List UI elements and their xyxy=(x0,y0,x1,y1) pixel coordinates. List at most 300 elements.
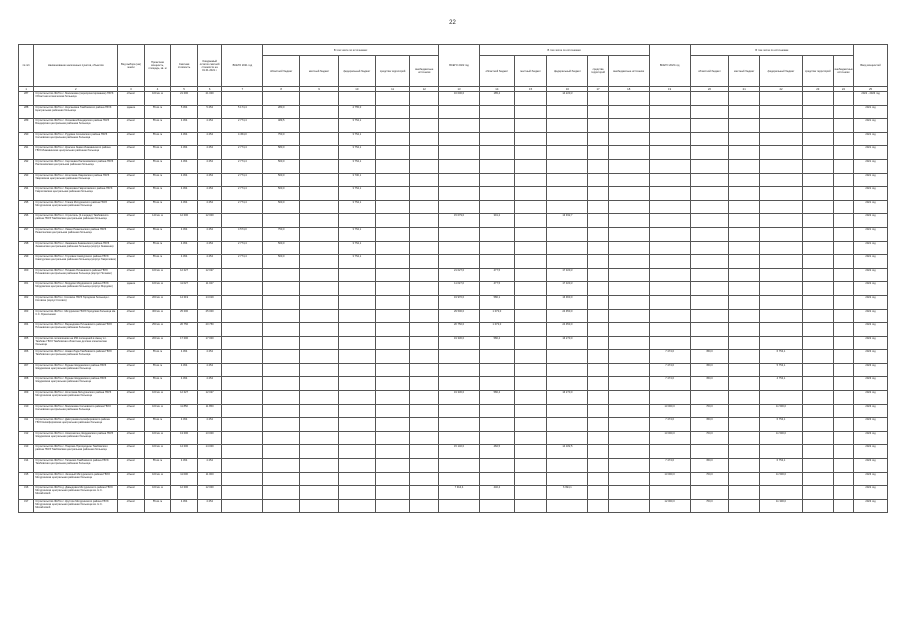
table-cell xyxy=(608,445,649,459)
table-cell: 13 000,0 xyxy=(649,404,690,418)
table-cell xyxy=(479,499,514,513)
table-cell xyxy=(300,119,339,133)
table-cell: 2022 год xyxy=(854,268,888,282)
table-cell xyxy=(833,214,854,228)
table-cell: объект xyxy=(118,268,145,282)
table-cell xyxy=(479,105,514,119)
object-name-cell: Строительство ФАП в с. Рудовка Сосновского района ГБУЗ Сосновская центральная районная больница xyxy=(34,132,118,146)
column-index: 10 xyxy=(338,87,375,92)
table-cell xyxy=(222,350,263,364)
table-cell xyxy=(649,159,690,173)
table-cell xyxy=(690,159,729,173)
table-cell xyxy=(300,214,339,228)
table-row xyxy=(19,214,888,228)
table-cell: объект xyxy=(118,459,145,473)
table-cell xyxy=(439,146,480,160)
table-cell xyxy=(375,499,410,513)
table-cell: 185,4 xyxy=(479,92,514,106)
table-cell xyxy=(300,105,339,119)
table-cell xyxy=(263,323,300,337)
table-cell xyxy=(802,363,833,377)
table-cell: 5 174,4 xyxy=(222,105,263,119)
table-cell: 295 xyxy=(19,200,34,214)
table-cell xyxy=(439,132,480,146)
table-cell xyxy=(802,255,833,269)
table-cell xyxy=(649,268,690,282)
table-cell: 294 xyxy=(19,187,34,201)
table-cell xyxy=(760,323,803,337)
table-cell: 4 454 xyxy=(171,499,198,513)
table-cell: 482,5 xyxy=(479,445,514,459)
table-cell: здание xyxy=(118,105,145,119)
table-cell xyxy=(300,282,339,296)
table-cell xyxy=(300,200,339,214)
table-cell: 4 454 xyxy=(197,241,222,255)
table-cell: 4 454 xyxy=(197,173,222,187)
object-name-cell: Строительство ФАП в с. Новая Ляда Тамбовского района ГБУЗ Тамбовская центральная районная больница xyxy=(34,350,118,364)
table-cell xyxy=(833,336,854,350)
table-cell xyxy=(375,255,410,269)
src-c-federal: федеральный бюджет xyxy=(760,56,803,87)
src-b-regional: областной бюджет xyxy=(479,56,514,87)
table-cell xyxy=(375,187,410,201)
table-cell xyxy=(802,282,833,296)
table-cell xyxy=(729,350,760,364)
column-index: 18 xyxy=(608,87,649,92)
src-a-federal: федеральный бюджет xyxy=(338,56,375,87)
table-cell xyxy=(300,404,339,418)
table-cell: 4 454 xyxy=(197,146,222,160)
table-cell xyxy=(263,363,300,377)
table-cell xyxy=(547,105,588,119)
table-cell: 14 000 xyxy=(197,445,222,459)
table-cell: объект xyxy=(118,431,145,445)
col-total-2021: ВСЕГО 2021 год xyxy=(222,45,263,87)
table-cell: 12 000 xyxy=(171,486,198,500)
table-cell xyxy=(410,173,439,187)
table-cell: 55 кв. м xyxy=(144,105,171,119)
table-cell xyxy=(410,227,439,241)
table-cell: 440,4 xyxy=(479,486,514,500)
table-cell: 310 xyxy=(19,404,34,418)
table-cell: 55 кв. м xyxy=(144,200,171,214)
table-cell: объект xyxy=(118,132,145,146)
table-cell: 7 474,6 xyxy=(649,377,690,391)
table-cell xyxy=(690,200,729,214)
table-cell xyxy=(514,227,547,241)
table-cell xyxy=(833,404,854,418)
table-cell xyxy=(608,119,649,133)
table-cell xyxy=(410,295,439,309)
table-cell xyxy=(375,486,410,500)
table-cell xyxy=(760,391,803,405)
table-cell: 55 кв. м xyxy=(144,146,171,160)
table-cell: 314 xyxy=(19,459,34,473)
table-cell: 2021 год xyxy=(854,159,888,173)
table-cell: 11 027 xyxy=(197,282,222,296)
table-cell xyxy=(608,187,649,201)
table-cell xyxy=(222,282,263,296)
table-cell: 2022 год xyxy=(854,323,888,337)
table-cell xyxy=(410,459,439,473)
table-cell xyxy=(338,350,375,364)
table-cell xyxy=(375,159,410,173)
table-cell xyxy=(514,295,547,309)
table-cell: 16 270,0 xyxy=(547,336,588,350)
table-cell xyxy=(649,173,690,187)
table-cell: 2 774,4 xyxy=(222,173,263,187)
table-cell: объект xyxy=(118,323,145,337)
page-number: 22 xyxy=(449,20,456,26)
table-cell: объект xyxy=(118,255,145,269)
table-cell: 700,0 xyxy=(690,431,729,445)
table-cell xyxy=(802,119,833,133)
table-cell xyxy=(338,391,375,405)
table-cell xyxy=(729,336,760,350)
table-cell xyxy=(729,132,760,146)
table-cell xyxy=(649,227,690,241)
table-cell: 500,0 xyxy=(263,255,300,269)
table-cell: 391,2 xyxy=(479,214,514,228)
src-c-territory: средства территорий xyxy=(802,56,833,87)
table-cell xyxy=(514,323,547,337)
table-cell xyxy=(649,391,690,405)
table-cell: 2021 год xyxy=(854,119,888,133)
table-cell xyxy=(514,187,547,201)
table-cell: 55 кв. м xyxy=(144,363,171,377)
column-index: 19 xyxy=(649,87,690,92)
table-cell: 3 754,1 xyxy=(338,241,375,255)
table-cell xyxy=(649,119,690,133)
table-cell: 2022 год xyxy=(854,336,888,350)
table-cell xyxy=(410,214,439,228)
table-cell xyxy=(300,268,339,282)
table-cell: 7 474,6 xyxy=(649,350,690,364)
table-cell xyxy=(608,486,649,500)
table-cell: 500,0 xyxy=(263,173,300,187)
table-cell xyxy=(588,472,608,486)
object-name-cell: Строительство ФАП в с. Мордово Мордовского района ГБУЗ Мордовская центральная районная больница (корпус Мордово) xyxy=(34,282,118,296)
table-cell xyxy=(588,173,608,187)
table-cell: 24 950,0 xyxy=(547,323,588,337)
table-cell xyxy=(222,295,263,309)
table-cell xyxy=(729,227,760,241)
table-cell xyxy=(375,214,410,228)
table-cell xyxy=(410,159,439,173)
table-cell xyxy=(439,418,480,432)
table-cell xyxy=(802,214,833,228)
table-cell xyxy=(375,282,410,296)
table-cell xyxy=(608,377,649,391)
table-cell: 280,0 xyxy=(263,105,300,119)
table-cell xyxy=(410,119,439,133)
table-cell xyxy=(338,214,375,228)
table-cell xyxy=(729,173,760,187)
table-cell: 4 454 xyxy=(171,377,198,391)
table-cell: 100 кв. м xyxy=(144,282,171,296)
table-cell xyxy=(439,377,480,391)
table-cell xyxy=(760,173,803,187)
table-cell xyxy=(514,404,547,418)
table-cell: 2022 год xyxy=(854,295,888,309)
table-cell: объект xyxy=(118,227,145,241)
table-cell xyxy=(439,499,480,513)
table-row xyxy=(19,282,888,296)
table-cell: 306 xyxy=(19,350,34,364)
table-cell: 2 774,4 xyxy=(222,255,263,269)
table-cell xyxy=(338,418,375,432)
table-cell xyxy=(833,241,854,255)
table-row xyxy=(19,309,888,323)
table-cell xyxy=(479,119,514,133)
table-cell xyxy=(338,472,375,486)
col-total-2023: ВСЕГО 2023 год xyxy=(649,45,690,87)
object-name-cell: Строительство ФАП в с. Дмитриевка Никифоровского района ГБУЗ Никифоровская центральная районная больница xyxy=(34,418,118,432)
table-cell: 11 300,0 xyxy=(760,499,803,513)
table-cell xyxy=(375,459,410,473)
table-cell: 24 950,0 xyxy=(547,309,588,323)
table-cell xyxy=(338,309,375,323)
table-cell: 13 000 xyxy=(171,431,198,445)
src-a-local: местный бюджет xyxy=(300,56,339,87)
table-cell xyxy=(338,499,375,513)
table-cell: 309 xyxy=(19,391,34,405)
table-cell xyxy=(300,499,339,513)
table-row xyxy=(19,200,888,214)
table-row xyxy=(19,486,888,500)
table-cell xyxy=(760,146,803,160)
table-cell xyxy=(375,227,410,241)
table-cell xyxy=(410,132,439,146)
table-cell xyxy=(833,391,854,405)
table-cell xyxy=(802,336,833,350)
table-cell xyxy=(410,255,439,269)
table-cell: объект xyxy=(118,92,145,106)
table-cell xyxy=(588,295,608,309)
table-cell xyxy=(300,472,339,486)
table-cell xyxy=(760,445,803,459)
table-row xyxy=(19,268,888,282)
table-row xyxy=(19,227,888,241)
table-cell xyxy=(263,499,300,513)
table-cell xyxy=(802,418,833,432)
table-cell xyxy=(588,132,608,146)
object-name-cell: Строительство ФАП в д. Давыдовка Мичуринского района ГБУЗ Мичуринская центральная районная больница им. Н.С. Михайловой xyxy=(34,486,118,500)
table-cell: 4 454 xyxy=(171,418,198,432)
table-cell: 308 xyxy=(19,377,34,391)
table-cell xyxy=(608,363,649,377)
src-b-territory: средства территорий xyxy=(588,56,608,87)
object-name-cell: Строительство ФАП в п. Комсомолец Жердевского района ГБУЗ Жердевская центральная районная больница xyxy=(34,431,118,445)
object-name-cell: Строительство ФАП в с. Глазок Мичуринского района ГБУЗ Мичуринская центральная районная больница xyxy=(34,200,118,214)
table-cell: 2022 - 2023 год xyxy=(854,92,888,106)
table-cell xyxy=(833,350,854,364)
object-name-cell: Строительство ФАП в с. Малиновка (перепроектирование) ГБУЗ Областная клиническая больница xyxy=(34,92,118,106)
table-cell xyxy=(547,499,588,513)
table-cell xyxy=(690,119,729,133)
table-cell: 4 755,0 xyxy=(338,105,375,119)
column-index: 3 xyxy=(118,87,145,92)
table-cell xyxy=(729,323,760,337)
table-cell: 6 754,1 xyxy=(760,459,803,473)
table-cell xyxy=(375,146,410,160)
table-cell xyxy=(729,459,760,473)
table-cell: 100 кв. м xyxy=(144,268,171,282)
object-name-cell: Строительство ФАП в с. Глуховка Сампурского района ГБУЗ Сампурская центральная районная больница (корпус Гавриловка) xyxy=(34,255,118,269)
table-cell xyxy=(547,159,588,173)
table-cell xyxy=(547,459,588,473)
object-name-cell: Строительство ФАП в с. Ламки Ржаксинского района ГБУЗ Ржаксинская центральная районная больница xyxy=(34,227,118,241)
table-cell xyxy=(690,486,729,500)
table-cell xyxy=(608,132,649,146)
table-cell xyxy=(690,227,729,241)
table-cell xyxy=(729,404,760,418)
table-row xyxy=(19,363,888,377)
table-cell xyxy=(608,431,649,445)
table-cell xyxy=(479,200,514,214)
col-total-2022: ВСЕГО 2022 год xyxy=(439,45,480,87)
table-cell: объект xyxy=(118,295,145,309)
table-cell xyxy=(729,377,760,391)
table-cell xyxy=(649,445,690,459)
column-index: 9 xyxy=(300,87,339,92)
table-cell xyxy=(410,350,439,364)
table-cell: объект xyxy=(118,309,145,323)
table-cell xyxy=(263,309,300,323)
table-cell: 17 320,3 xyxy=(547,282,588,296)
table-cell: 302 xyxy=(19,295,34,309)
table-cell: 2022 год xyxy=(854,445,888,459)
table-cell: 2021 год xyxy=(854,255,888,269)
table-cell xyxy=(375,445,410,459)
table-cell: 350,0 xyxy=(690,377,729,391)
table-cell xyxy=(608,146,649,160)
table-cell xyxy=(833,227,854,241)
table-cell xyxy=(802,486,833,500)
table-cell xyxy=(479,363,514,377)
table-cell xyxy=(300,132,339,146)
table-cell xyxy=(514,445,547,459)
table-cell xyxy=(690,282,729,296)
object-name-cell: Строительство ФАП в с. Бурнак Жердевского района ГБУЗ Жердевская центральная районная больница xyxy=(34,377,118,391)
table-cell xyxy=(375,350,410,364)
table-cell xyxy=(375,119,410,133)
table-cell: 3 754,1 xyxy=(338,159,375,173)
table-cell xyxy=(588,445,608,459)
table-cell: 500,0 xyxy=(263,241,300,255)
table-cell: 4 454 xyxy=(197,459,222,473)
table-cell: 100 кв. м xyxy=(144,92,171,106)
table-cell xyxy=(338,377,375,391)
table-cell: 2023 год xyxy=(854,418,888,432)
table-cell: 3 754,1 xyxy=(338,119,375,133)
column-index: 24 xyxy=(833,87,854,92)
table-cell: 350,0 xyxy=(690,350,729,364)
table-cell xyxy=(514,472,547,486)
table-cell xyxy=(338,282,375,296)
table-row xyxy=(19,499,888,513)
table-cell xyxy=(690,336,729,350)
src-b-local: местный бюджет xyxy=(514,56,547,87)
table-cell xyxy=(375,336,410,350)
table-cell xyxy=(690,214,729,228)
table-cell: 4 454 xyxy=(171,255,198,269)
table-cell xyxy=(263,92,300,106)
table-row xyxy=(19,146,888,160)
table-cell xyxy=(547,173,588,187)
table-cell: 2023 год xyxy=(854,499,888,513)
table-cell: 4 454 xyxy=(197,350,222,364)
object-name-cell: Строительство ФАП в с. Кочетовка Уваровского района ГБУЗ Уваровская центральная районная больница xyxy=(34,173,118,187)
table-cell xyxy=(300,295,339,309)
table-cell: объект xyxy=(118,214,145,228)
table-cell xyxy=(833,363,854,377)
table-cell: 5 454 xyxy=(197,105,222,119)
table-cell xyxy=(588,255,608,269)
table-cell: 293 xyxy=(19,173,34,187)
table-cell xyxy=(439,472,480,486)
table-cell xyxy=(479,377,514,391)
table-cell: 13 000,0 xyxy=(649,472,690,486)
table-cell: 3 754,1 xyxy=(338,200,375,214)
table-cell: 12 027 xyxy=(171,268,198,282)
table-body xyxy=(19,92,888,513)
table-cell xyxy=(439,459,480,473)
table-cell: 11 027 xyxy=(171,282,198,296)
table-cell xyxy=(263,377,300,391)
table-cell xyxy=(338,459,375,473)
table-cell xyxy=(588,486,608,500)
table-cell xyxy=(608,472,649,486)
column-index: 17 xyxy=(588,87,608,92)
table-cell xyxy=(410,445,439,459)
table-cell: 13 000 xyxy=(197,431,222,445)
table-cell xyxy=(729,255,760,269)
table-cell: 19 330,0 xyxy=(439,336,480,350)
table-cell: 15 079,0 xyxy=(439,214,480,228)
col-commission: Ввод мощностей xyxy=(854,45,888,87)
column-index: 1 xyxy=(19,87,34,92)
table-cell xyxy=(439,404,480,418)
table-cell: объект xyxy=(118,200,145,214)
table-cell xyxy=(514,336,547,350)
table-cell xyxy=(729,200,760,214)
table-row xyxy=(19,295,888,309)
table-cell xyxy=(690,187,729,201)
table-cell xyxy=(690,445,729,459)
table-cell: 287 xyxy=(19,92,34,106)
table-cell xyxy=(729,92,760,106)
object-name-cell: Строительство ФАП в с. Кочетовка Мичуринского района ГБУЗ Мичуринская центральная районная больница xyxy=(34,391,118,405)
table-cell xyxy=(760,282,803,296)
table-cell xyxy=(375,377,410,391)
table-cell xyxy=(729,431,760,445)
table-row xyxy=(19,159,888,173)
table-cell xyxy=(263,472,300,486)
table-cell xyxy=(802,472,833,486)
table-cell: 7 474,6 xyxy=(649,363,690,377)
table-cell: 14 220,3 xyxy=(547,92,588,106)
table-cell xyxy=(729,146,760,160)
table-cell xyxy=(479,241,514,255)
table-cell: 55 кв. м xyxy=(144,227,171,241)
table-cell: 55 кв. м xyxy=(144,173,171,187)
table-cell: 300 кв. м xyxy=(144,309,171,323)
group-2022-sources: В том числе по источникам: xyxy=(479,45,649,56)
table-cell: 100 кв. м xyxy=(144,391,171,405)
table-cell xyxy=(760,486,803,500)
table-cell xyxy=(338,323,375,337)
